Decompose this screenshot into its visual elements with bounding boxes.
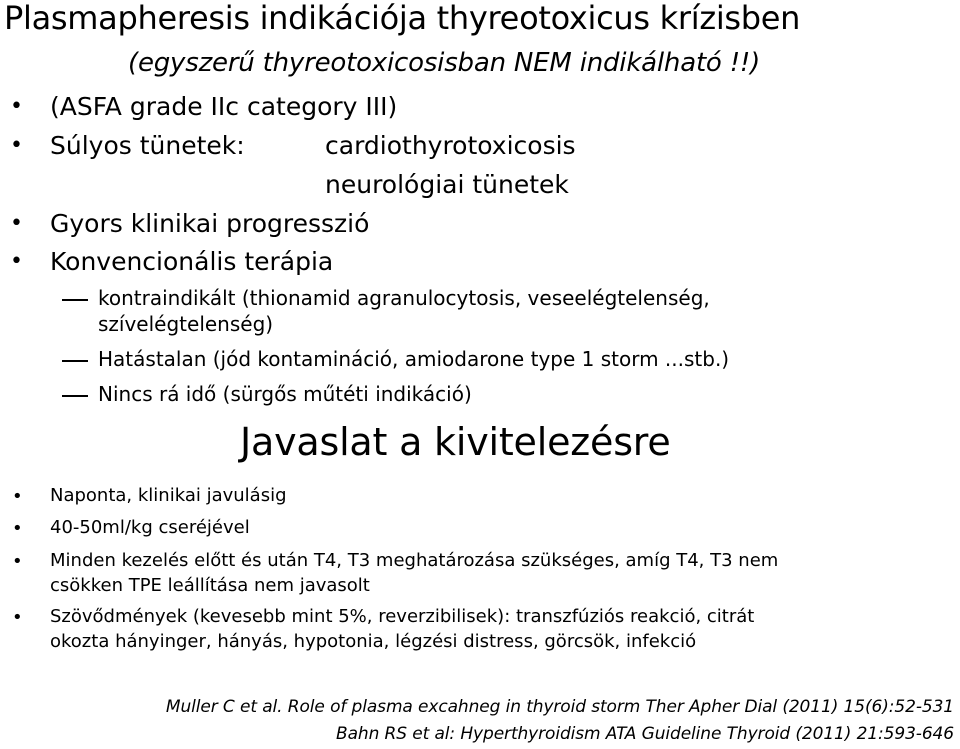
recommendation-monitoring-cont: csökken TPE leállítása nem javasolt [50,575,370,596]
dash-marker [62,299,88,301]
bullet-marker: • [12,551,23,572]
sub-bullet-ineffective: Hatástalan (jód kontamináció, amiodarone type 1 storm ...stb.) [98,347,730,371]
bullet-marker: • [12,518,23,539]
bullet-marker: • [12,486,23,507]
symptom-neuro: neurológiai tünetek [325,170,569,199]
bullet-marker: • [10,211,23,236]
bullet-marker: • [10,94,23,119]
symptom-cardio: cardiothyrotoxicosis [325,131,576,160]
bullet-asfa: (ASFA grade IIc category III) [50,92,398,121]
slide-subtitle: (egyszerű thyreotoxicosisban NEM indikálható !!) [128,48,761,78]
reference-bahn: Bahn RS et al: Hyperthyroidism ATA Guideline Thyroid (2011) 21:593-646 [336,724,954,744]
dash-marker [62,395,88,397]
bullet-conventional-therapy: Konvencionális terápia [50,247,334,276]
sub-bullet-contraindicated-cont: szívelégtelenség) [98,312,274,336]
bullet-severe-symptoms: Súlyos tünetek: [50,131,245,160]
section-heading: Javaslat a kivitelezésre [240,420,671,464]
dash-marker [62,360,88,362]
recommendation-complications: Szövődmények (kevesebb mint 5%, reverzibilisek): transzfúziós reakció, citrát [50,606,755,627]
sub-bullet-contraindicated: kontraindikált (thionamid agranulocytosis, veseelégtelenség, [98,286,710,310]
bullet-marker: • [10,249,23,274]
bullet-marker: • [12,607,23,628]
recommendation-monitoring: Minden kezelés előtt és után T4, T3 meghatározása szükséges, amíg T4, T3 nem [50,550,779,571]
slide-title: Plasmapheresis indikációja thyreotoxicus krízisben [4,0,801,37]
bullet-marker: • [10,133,23,158]
reference-muller: Muller C et al. Role of plasma excahneg in thyroid storm Ther Apher Dial (2011) 15(6):52-531 [165,697,954,717]
recommendation-daily: Naponta, klinikai javulásig [50,485,287,506]
sub-bullet-no-time: Nincs rá idő (sürgős műtéti indikáció) [98,382,472,406]
recommendation-volume: 40-50ml/kg cseréjével [50,517,250,538]
bullet-progression: Gyors klinikai progresszió [50,209,370,238]
recommendation-complications-cont: okozta hányinger, hányás, hypotonia, légzési distress, görcsök, infekció [50,631,697,652]
